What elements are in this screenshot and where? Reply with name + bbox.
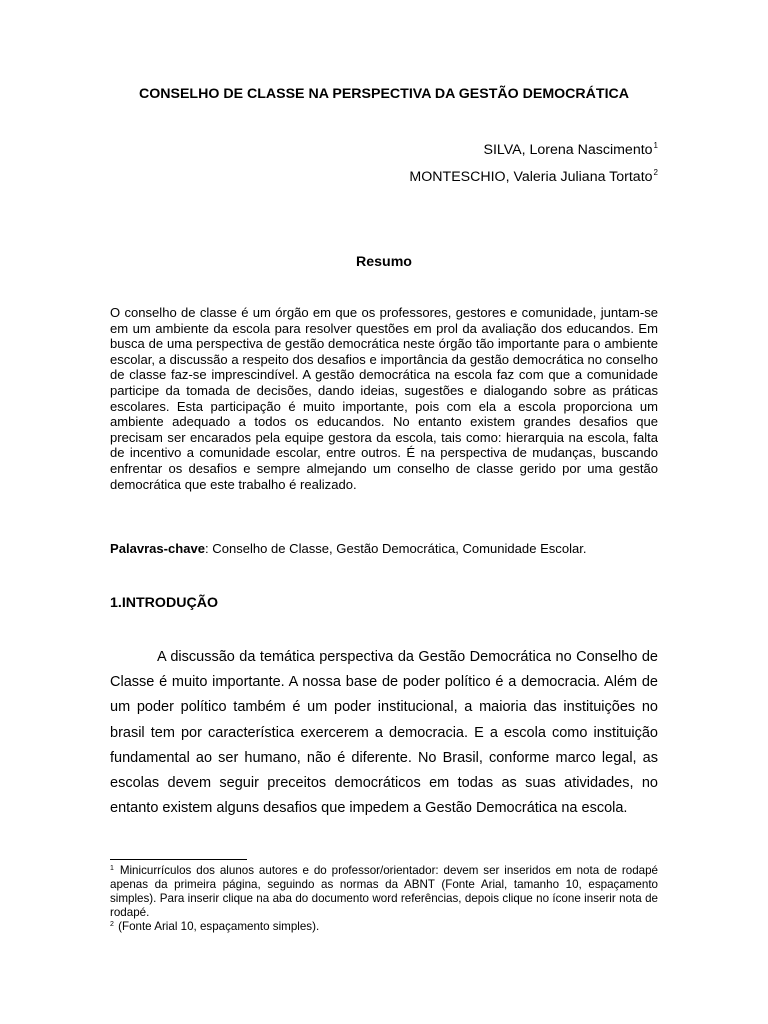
introduction-paragraph: A discussão da temática perspectiva da Gestão Democrática no Conselho de Classe é muito importante. A nossa base de poder político é a democracia. Além de um poder político também é um poder institucional, a maioria das instituições no brasil tem por característica exercerem a democracia. E a escola como instituição fundamental ao ser humano, não é diferente. No Brasil, conforme marco legal, as escolas devem seguir preceitos democráticos em todas as suas atividades, no entanto existem alguns desafios que impedem a Gestão Democrática na escola. <box>110 649 658 817</box>
footnote-1-ref: 1 <box>110 865 114 872</box>
abstract-text: O conselho de classe é um órgão em que os professores, gestores e comunidade, juntam-se em um ambiente da escola para resolver questões em prol da avaliação dos educandos. Em busca de uma perspectiva de gestão democrática neste órgão tão importante para o ambiente escolar, a discussão a respeito dos desafios e importância da gestão democrática no conselho de classe faz-se imprescindível. A gestão democrática na escola faz com que a comunidade participe da tomada de decisões, dando ideias, sugestões e dialogando sobre as práticas escolares. Esta participação é muito importante, pois com ela a escola proporciona um ambiente adequado a todos os educandos. No entanto existem grandes desafios que precisam ser encarados pela equipe gestora da escola, tais como: hierarquia na escola, falta de incentivo a comunidade escolar, entre outros. É na perspectiva de mudanças, buscando enfrentar os desafios e sempre almejando um conselho de classe gerido por uma gestão democrática que este trabalho é realizado. <box>110 305 658 492</box>
footnotes <box>110 864 658 934</box>
author-2-footnote-ref: 2 <box>653 168 658 177</box>
section-heading-introduction: 1.INTRODUÇÃO <box>110 595 218 611</box>
keywords-list: : Conselho de Classe, Gestão Democrática, Comunidade Escolar. <box>205 541 587 556</box>
author-1 <box>484 141 658 159</box>
author-2 <box>409 168 658 186</box>
footnote-2 <box>110 920 658 934</box>
footnote-1 <box>110 864 658 920</box>
footnote-2-text: (Fonte Arial 10, espaçamento simples). <box>114 920 320 934</box>
author-2-name: MONTESCHIO, Valeria Juliana Tortato <box>409 169 653 185</box>
keywords-label: Palavras-chave <box>110 541 206 556</box>
footnote-separator <box>110 859 247 860</box>
keywords <box>110 541 658 557</box>
footnote-2-ref: 2 <box>110 921 114 929</box>
footnote-1-text: Minicurrículos dos alunos autores e do professor/orientador: devem ser inseridos em nota de rodapé apenas da primeira página, seguindo as normas da ABNT (Fonte Arial, tamanho 10, espaçamento simples). Para inserir clique na aba do documento word referências, depois clique no ícone inserir nota de rodapé. <box>110 864 658 920</box>
author-1-name: SILVA, Lorena Nascimento <box>483 142 653 158</box>
paper-title: CONSELHO DE CLASSE NA PERSPECTIVA DA GESTÃO DEMOCRÁTICA <box>138 86 630 102</box>
abstract-heading: Resumo <box>356 254 412 270</box>
author-1-footnote-ref: 1 <box>653 141 658 150</box>
